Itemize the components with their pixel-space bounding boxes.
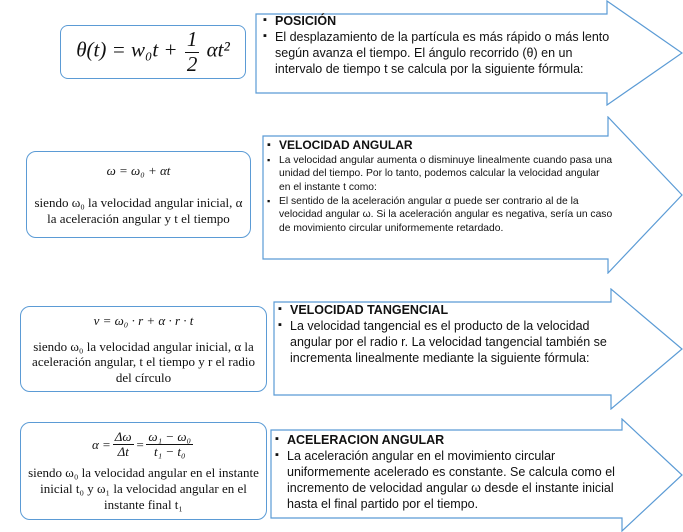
formula-aceleracion-eq: = [135, 436, 145, 452]
formula-box-velocidad-angular [26, 151, 251, 238]
formula-posicion-frac-den: 2 [186, 51, 198, 76]
arrow-posicion-text [263, 13, 613, 77]
formula-aceleracion-frac1 [113, 430, 134, 460]
arrow-posicion [255, 0, 683, 106]
arrow-aceleracion-angular [270, 418, 683, 532]
bullet-velocidad-tangencial-1: ▪ La velocidad tangencial es el producto de la velocidad angular por el radio r. La velocidad tangencial también se incrementa linealmente mediante la siguiente fórmula: [278, 318, 628, 366]
bullet-posicion-1: ▪ El desplazamiento de la partícula es más rápido o más lento según avanza el tiempo. El ángulo recorrido (θ) en un intervalo de tiempo t se calcula por la siguiente fórmula: [263, 29, 613, 77]
formula-aceleracion-frac1-den: Δt [117, 444, 129, 460]
arrow-velocidad-tangencial-text [278, 302, 628, 366]
arrow-velocidad-tangencial [273, 288, 683, 410]
formula-aceleracion-frac2-num: ω₁ − ω₀ [148, 428, 192, 444]
bullet-aceleracion-angular-1: ▪ La aceleración angular en el movimiento circular uniformemente acelerado es constante. Se calcula como el incremento de velocidad angular ω desde el instante inicial hasta el final partido por el tiempo. [275, 448, 631, 512]
arrow-velocidad-angular-text [267, 138, 613, 235]
arrow-velocidad-angular [262, 116, 683, 274]
heading-posicion: ▪ POSICIÓN [263, 13, 613, 29]
arrow-aceleracion-angular-text [275, 432, 631, 512]
formula-box-velocidad-tangencial [20, 306, 267, 392]
formula-velocidad-tangencial: v = ω₀ · r + α · r · t [93, 312, 194, 328]
formula-posicion [76, 28, 230, 75]
formula-aceleracion-frac2 [146, 430, 193, 460]
heading-aceleracion-angular: ▪ ACELERACION ANGULAR [275, 432, 631, 448]
formula-aceleracion-frac2-den: t₁ − t₀ [153, 444, 186, 460]
bullet-velocidad-angular-2: ▪ El sentido de la aceleración angular α puede ser contrario al de la velocidad angular ω. Si la aceleración angular es negativa, sería un caso de movimiento circular uniformemente retardado. [267, 195, 613, 236]
formula-aceleracion-angular [92, 430, 195, 460]
formula-velocidad-angular-desc: siendo ω₀ la velocidad angular inicial, α la aceleración angular y t el tiempo [34, 194, 243, 226]
formula-aceleracion-angular-desc: siendo ω₀ la velocidad angular en el instante inicial t₀ y ω₁ la velocidad angular en el instante final t₁ [28, 465, 259, 512]
formula-posicion-frac-num: 1 [186, 27, 198, 52]
formula-box-posicion [60, 25, 246, 79]
bullet-velocidad-angular-1: ▪ La velocidad angular aumenta o disminuye linealmente cuando pasa una unidad del tiempo. Por lo tanto, podemos calcular la velocidad angular en el instante t como: [267, 154, 613, 195]
formula-posicion-rhs: αt² [206, 37, 230, 62]
formula-posicion-lhs: θ(t) = w₀t + [76, 37, 178, 62]
formula-posicion-fraction [185, 28, 200, 75]
heading-velocidad-tangencial: ▪ VELOCIDAD TANGENCIAL [278, 302, 628, 318]
heading-velocidad-angular: ▪ VELOCIDAD ANGULAR [267, 138, 613, 154]
formula-velocidad-tangencial-desc: siendo ω₀ la velocidad angular inicial, α la aceleración angular, t el tiempo y r el radio del círculo [32, 338, 255, 385]
formula-box-aceleracion-angular [20, 422, 267, 520]
formula-aceleracion-lhs: α = [91, 436, 111, 452]
formula-velocidad-angular: ω = ω₀ + αt [106, 162, 171, 178]
formula-aceleracion-frac1-num: Δω [114, 428, 132, 444]
